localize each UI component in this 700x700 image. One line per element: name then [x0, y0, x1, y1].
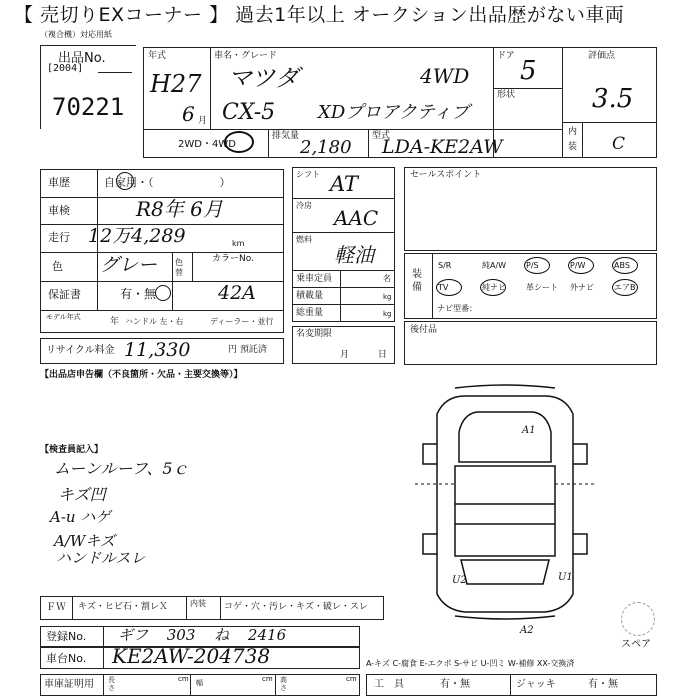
warranty-label: 保証書	[48, 288, 81, 301]
ac-label: 冷房	[296, 201, 312, 210]
damage-legend: A-キズ C-腐食 E-エクボ S-サビ U-凹ミ W-補修 XX-交換済	[366, 659, 575, 668]
color-label: 色	[52, 260, 63, 273]
equipment-circle-mark	[612, 279, 638, 296]
cert-divider	[190, 674, 191, 696]
reg-label: 登録No.	[46, 630, 87, 643]
weight-unit: kg	[383, 310, 392, 318]
tools-divider	[510, 674, 511, 696]
load-label: 積載量	[296, 291, 324, 301]
banner: 【 売切りEXコーナー 】 過去1年以上 オークション出品歴がない車両	[14, 4, 625, 26]
inspection-value: R8年 6月	[136, 197, 223, 221]
interior-row-label: 内装	[190, 599, 206, 608]
ac-value: AAC	[334, 206, 379, 230]
header-divider	[143, 129, 562, 130]
height-label: 高さ	[280, 676, 287, 692]
handle-options: ハンドル 左・右	[125, 317, 184, 326]
fw-divider	[220, 596, 221, 620]
header-divider	[582, 122, 583, 158]
vin-value: KE2AW-204738	[112, 644, 271, 668]
declaration-label: 【出品店申告欄（不良箇所・欠品・主要交換等）】	[40, 370, 243, 380]
aftermarket-block	[404, 321, 657, 365]
equipment-item: 革シート	[526, 283, 558, 292]
equipment-circle-mark	[568, 257, 594, 274]
interior-items: コゲ・穴・汚レ・キズ・破レ・スレ	[224, 602, 368, 612]
jack-value: 有・無	[588, 679, 618, 690]
vin-label: 車台No.	[46, 652, 87, 665]
capacity-unit: 名	[383, 274, 391, 283]
doors-label: ドア	[497, 51, 515, 61]
details-divider	[172, 252, 173, 311]
displacement-value: 2,180	[300, 137, 352, 158]
doors-value: 5	[520, 56, 537, 86]
damage-mark: A2	[520, 625, 534, 636]
equipment-item: TV	[438, 283, 449, 292]
mid-divider	[292, 287, 395, 288]
header-divider	[493, 88, 562, 89]
cert-label: 車庫証明用	[44, 679, 94, 690]
equipment-label: 装備	[412, 269, 422, 293]
equipment-item: エアB	[614, 283, 636, 292]
mid-divider	[292, 304, 395, 305]
mileage-value: 12万4,289	[88, 225, 186, 247]
recycle-value: 11,330	[124, 339, 191, 361]
model-value: CX-5	[222, 100, 276, 125]
history-options: 自家用・（ ）	[104, 176, 231, 189]
interior-value: C	[612, 134, 626, 154]
length-unit: cm	[178, 675, 189, 683]
type-value: LDA-KE2AW	[382, 136, 503, 158]
sub-header: （複合機）対応用紙	[40, 30, 112, 39]
drive-options: 2WD・4WD	[178, 139, 236, 150]
equipment-item: 外ナビ	[570, 283, 594, 292]
inspector-note: A/Wキズ	[54, 532, 116, 550]
equipment-item: P/S	[526, 261, 539, 270]
rename-label: 名変期限	[296, 329, 333, 339]
fw-divider	[186, 596, 187, 620]
width-label: 幅	[196, 679, 203, 687]
mid-divider	[340, 270, 341, 322]
drive-value: 4WD	[420, 64, 470, 88]
fuel-value: 軽油	[334, 243, 374, 267]
inspector-note: ハンドルスレ	[56, 549, 146, 567]
inspector-note: キズ凹	[58, 485, 106, 504]
sales-point-label: セールスポイント	[410, 170, 482, 180]
fuel-label: 燃料	[296, 235, 312, 244]
shift-value: AT	[330, 172, 359, 196]
fw-label: ＦＷ	[46, 602, 66, 613]
interior-label-2: 装	[568, 142, 578, 152]
fw-items: キズ・ヒビ石・割レＸ	[78, 602, 168, 612]
lot-label-underline	[98, 72, 132, 73]
equipment-circle-mark	[612, 257, 638, 274]
equipment-item: P/W	[570, 261, 586, 270]
year-value: H27	[150, 70, 202, 98]
rename-value: 月 日	[340, 350, 387, 360]
vin-divider	[103, 647, 104, 669]
damage-mark: U1	[558, 572, 573, 583]
inspection-label: 車検	[48, 204, 70, 217]
inspector-note: A-u ハゲ	[50, 508, 111, 526]
warranty-value: 有・無	[120, 287, 157, 301]
spare-tire-icon	[621, 602, 655, 636]
equipment-circle-mark	[524, 257, 550, 274]
inspector-label: 【検査員記入】	[40, 445, 104, 455]
maker-value: マツダ	[228, 64, 300, 92]
year-label: 年式	[148, 51, 167, 61]
score-label: 評価点	[588, 51, 616, 61]
mileage-label: 走行	[48, 231, 70, 244]
equipment-circle-mark	[480, 279, 506, 296]
recycle-label: リサイクル料金	[46, 345, 115, 356]
warranty-circle-mark	[155, 285, 171, 301]
jack-label: ジャッキ	[516, 679, 556, 690]
score-value: 3.5	[592, 84, 634, 114]
header-divider	[562, 47, 563, 158]
car-diagram	[415, 384, 595, 620]
color-value: グレー	[100, 254, 158, 276]
name-label: 車名・グレード	[214, 51, 278, 61]
history-circle-mark	[116, 172, 134, 190]
damage-mark: U2	[452, 575, 467, 586]
displacement-label: 排気量	[272, 131, 300, 141]
mid-divider	[292, 198, 395, 199]
width-unit: cm	[262, 675, 273, 683]
lot-label: 出品No.	[58, 51, 106, 66]
reg-value: ギフ 303 ね 2416	[118, 626, 287, 644]
equipment-item: ABS	[614, 261, 630, 270]
color-change-label: 色替	[175, 258, 183, 277]
history-label: 車歴	[48, 176, 70, 189]
header-divider	[210, 47, 211, 129]
dealer-options: ディーラー・並行	[210, 317, 274, 326]
tools-label: 工具	[374, 679, 414, 690]
height-unit: cm	[346, 675, 357, 683]
equipment-item: S/R	[438, 261, 452, 270]
lot-year-small: [2004]	[47, 63, 84, 74]
equipment-item: 純A/W	[482, 261, 507, 270]
color-no-label: カラーNo.	[212, 254, 254, 264]
mid-divider	[292, 232, 395, 233]
header-divider	[562, 122, 657, 123]
tools-value: 有・無	[440, 679, 470, 690]
mid-divider	[292, 270, 395, 271]
navi-label: ナビ型番：	[437, 304, 477, 313]
shift-label: シフト	[296, 170, 320, 179]
capacity-label: 乗車定員	[296, 274, 333, 284]
spare-label: スペア	[621, 639, 651, 650]
fw-divider	[72, 596, 73, 620]
recycle-suffix: 円 預託済	[228, 345, 267, 355]
aftermarket-label: 後付品	[410, 325, 438, 335]
interior-label-1: 内	[568, 127, 578, 137]
lot-number: 70221	[52, 93, 125, 121]
drive-circle-mark	[224, 131, 254, 153]
model-year-label: モデル年式	[46, 313, 81, 321]
inspector-note: ムーンルーフ、5ｃ	[54, 459, 189, 478]
color-no-value: 42A	[218, 282, 256, 304]
details-divider	[40, 252, 284, 253]
equipment-circle-mark	[436, 279, 462, 296]
details-divider	[192, 252, 193, 281]
type-label: 型式	[372, 131, 391, 141]
weight-label: 総重量	[296, 308, 324, 318]
header-divider	[268, 129, 269, 158]
shape-label: 形状	[497, 90, 516, 100]
equipment-item: 純ナビ	[482, 283, 506, 292]
mileage-unit: km	[232, 239, 245, 248]
header-divider	[368, 129, 369, 158]
month-suffix: 月	[198, 116, 208, 126]
cert-divider	[275, 674, 276, 696]
grade-value: XDプロアクティブ	[318, 102, 470, 123]
model-year-suffix: 年	[110, 317, 120, 327]
cert-divider	[103, 674, 104, 696]
reg-divider	[103, 626, 104, 647]
month-value: 6	[182, 102, 195, 126]
damage-mark: A1	[522, 425, 536, 436]
length-label: 長さ	[108, 676, 115, 692]
load-unit: kg	[383, 293, 392, 301]
equipment-divider	[432, 253, 433, 319]
